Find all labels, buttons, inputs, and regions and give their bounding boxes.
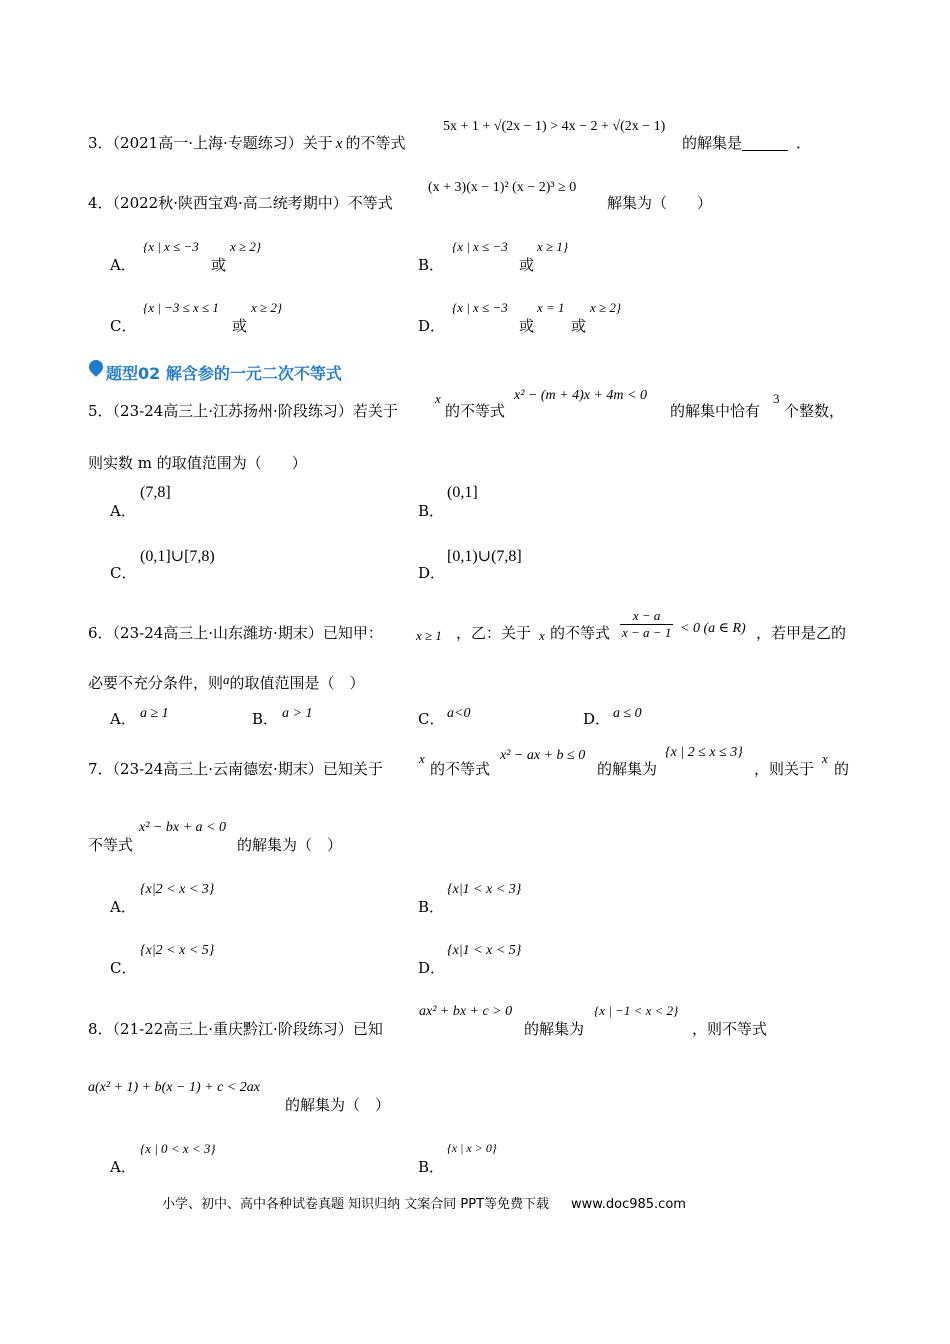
q8-source: （21-22高三上·重庆黔江·阶段练习）已知 (112, 1020, 383, 1038)
q4-option-a-math2: x ≥ 2} (230, 239, 262, 254)
q8-option-a-label[interactable]: A． (110, 1158, 136, 1176)
q7-option-a-math: {x|2 < x < 3} (140, 882, 215, 897)
q4-expression: (x + 3)(x − 1)² (x − 2)³ ≥ 0 (428, 180, 577, 195)
q5-option-a-math: (7,8] (140, 484, 171, 501)
q7-mid2: 的解集为 (597, 760, 658, 778)
q4-option-b-label[interactable]: B． (418, 256, 445, 274)
q4-line (88, 192, 393, 213)
q4-option-a-label[interactable]: A． (110, 256, 136, 274)
q6-source: （23-24高三上·山东潍坊·期末）已知甲： (112, 624, 383, 642)
q6-line2a: 必要不充分条件，则 (88, 674, 224, 692)
q6-mid2: 的不等式 (550, 624, 611, 642)
q6-option-d-math: a ≤ 0 (613, 706, 642, 721)
q5-variable: x (435, 391, 441, 406)
q7-tail: ，则关于 (754, 760, 815, 778)
q3-mid: 的不等式 (345, 134, 406, 152)
q7-source: （23-24高三上·云南德宏·期末）已知关于 (112, 760, 383, 778)
q6-fraction (620, 608, 673, 641)
q5-mid: 的不等式 (445, 402, 506, 420)
q6-option-c-math: a<0 (447, 706, 471, 721)
q4-option-d-or2: 或 (571, 317, 587, 335)
q6-line2b: 的取值范围是（ ） (229, 674, 365, 692)
q7-option-c-math: {x|2 < x < 5} (140, 943, 215, 958)
q6-option-c-label[interactable]: C． (418, 710, 445, 728)
q7-option-c-label[interactable]: C． (110, 959, 137, 977)
q7-line2-expression: x² − bx + a < 0 (139, 820, 226, 835)
q7-number: 7． (88, 760, 113, 778)
q3-line (88, 132, 405, 153)
q5-count: 3 (773, 391, 780, 406)
q4-option-c-label[interactable]: C． (110, 317, 137, 335)
q6-condition: x ≥ 1 (416, 628, 442, 643)
q7-line2a: 不等式 (88, 836, 134, 854)
q6-line2-variable: a (223, 672, 230, 687)
q8-option-a-math: {x | 0 < x < 3} (140, 1141, 216, 1156)
q7-option-d-label[interactable]: D． (418, 959, 446, 977)
q4-option-c-or: 或 (232, 317, 248, 335)
q5-expression: x² − (m + 4)x + 4m < 0 (514, 388, 647, 403)
q7-variable2: x (822, 751, 828, 766)
q5-tail2: 个整数， (784, 402, 845, 420)
q5-number: 5． (88, 402, 113, 420)
section-marker-icon (86, 357, 106, 377)
q5-option-c-math: (0,1]∪[7,8) (140, 548, 215, 565)
q4-option-d-or1: 或 (519, 317, 535, 335)
q4-option-c-math1: {x | −3 ≤ x ≤ 1 (143, 300, 219, 315)
q3-end: ． (796, 134, 812, 152)
q6-mid1: ，乙：关于 (456, 624, 532, 642)
q5-line2: 则实数 m 的取值范围为（ ） (88, 454, 307, 472)
q7-expression: x² − ax + b ≤ 0 (500, 748, 586, 763)
q7-line1 (88, 758, 383, 779)
q5-option-b-label[interactable]: B． (418, 502, 445, 520)
q5-tail1: 的解集中恰有 (670, 402, 761, 420)
q3-number: 3． (88, 134, 113, 152)
q5-option-c-label[interactable]: C． (110, 564, 137, 582)
q4-option-b-math2: x ≥ 1} (537, 239, 569, 254)
q6-option-d-label[interactable]: D． (583, 710, 611, 728)
q4-source: （2022秋·陕西宝鸡·高二统考期中）不等式 (112, 194, 393, 212)
q5-option-d-label[interactable]: D． (418, 564, 446, 582)
q6-option-b-math: a > 1 (282, 706, 313, 721)
section-title: 题型02 解含参的一元二次不等式 (106, 364, 342, 383)
q8-tail: ，则不等式 (692, 1020, 768, 1038)
footer-text: 小学、初中、高中各种试卷真题 知识归纳 文案合同 PPT等免费下载 (162, 1197, 550, 1212)
q6-expression-tail: < 0 (a ∈ R) (680, 621, 746, 636)
q8-line2-expression: a(x² + 1) + b(x − 1) + c < 2ax (88, 1080, 260, 1095)
q5-option-a-label[interactable]: A． (110, 502, 136, 520)
q3-expression: 5x + 1 + √(2x − 1) > 4x − 2 + √(2x − 1) (443, 119, 666, 134)
footer (162, 1193, 686, 1212)
q4-option-b-or: 或 (519, 256, 535, 274)
q4-option-d-label[interactable]: D． (418, 317, 446, 335)
q6-number: 6． (88, 624, 113, 642)
q3-tail: 的解集是 (682, 134, 743, 152)
q5-source: （23-24高三上·江苏扬州·阶段练习）若关于 (112, 402, 398, 420)
q6-variable: x (539, 628, 545, 643)
q3-tail-line (682, 132, 811, 153)
q8-option-b-math: {x | x > 0} (447, 1141, 497, 1155)
q8-solution-set: {x | −1 < x < 2} (594, 1003, 679, 1018)
q7-option-b-math: {x|1 < x < 3} (447, 882, 522, 897)
footer-url[interactable]: www.doc985.com (571, 1197, 686, 1212)
q3-variable: x (335, 136, 343, 152)
q7-option-a-label[interactable]: A． (110, 898, 136, 916)
q7-line2b: 的解集为（ ） (237, 836, 343, 854)
q6-line1 (88, 622, 383, 643)
q4-option-a-or: 或 (211, 256, 227, 274)
q5-line1 (88, 400, 398, 421)
q6-fraction-box (620, 608, 673, 641)
q8-mid: 的解集为 (524, 1020, 585, 1038)
q6-line2 (88, 672, 365, 693)
q7-option-d-math: {x|1 < x < 5} (447, 943, 522, 958)
q4-option-d-math3: x ≥ 2} (590, 300, 622, 315)
q4-option-c-math2: x ≥ 2} (251, 300, 283, 315)
q6-option-a-math: a ≥ 1 (140, 706, 169, 721)
q6-option-a-label[interactable]: A． (110, 710, 136, 728)
q6-fraction-numerator: x − a (620, 608, 673, 625)
q8-number: 8． (88, 1020, 113, 1038)
q3-answer-blank[interactable] (742, 136, 788, 151)
q7-tail2: 的 (834, 760, 850, 778)
q8-line2b: 的解集为（ ） (285, 1096, 391, 1114)
q4-number: 4． (88, 194, 113, 212)
q8-expression: ax² + bx + c > 0 (419, 1004, 513, 1019)
q4-option-d-math2: x = 1 (537, 300, 565, 315)
q5-option-d-math: [0,1)∪(7,8] (447, 548, 522, 565)
q6-option-b-label[interactable]: B． (252, 710, 279, 728)
q3-source: （2021高一·上海·专题练习）关于 (112, 134, 333, 152)
q8-option-b-label[interactable]: B． (418, 1158, 445, 1176)
q4-option-d-math1: {x | x ≤ −3 (452, 300, 508, 315)
q4-option-a-math1: {x | x ≤ −3 (143, 239, 199, 254)
q7-option-b-label[interactable]: B． (418, 898, 445, 916)
q7-variable: x (419, 751, 425, 766)
q8-line1 (88, 1018, 383, 1039)
q5-option-b-math: (0,1] (447, 484, 478, 501)
q4-option-b-math1: {x | x ≤ −3 (452, 239, 508, 254)
q7-mid: 的不等式 (430, 760, 491, 778)
q7-solution-set: {x | 2 ≤ x ≤ 3} (665, 745, 743, 760)
q4-tail: 解集为（ ） (607, 194, 713, 212)
q6-fraction-denominator: x − a − 1 (622, 625, 672, 640)
q6-tail: ，若甲是乙的 (756, 624, 847, 642)
